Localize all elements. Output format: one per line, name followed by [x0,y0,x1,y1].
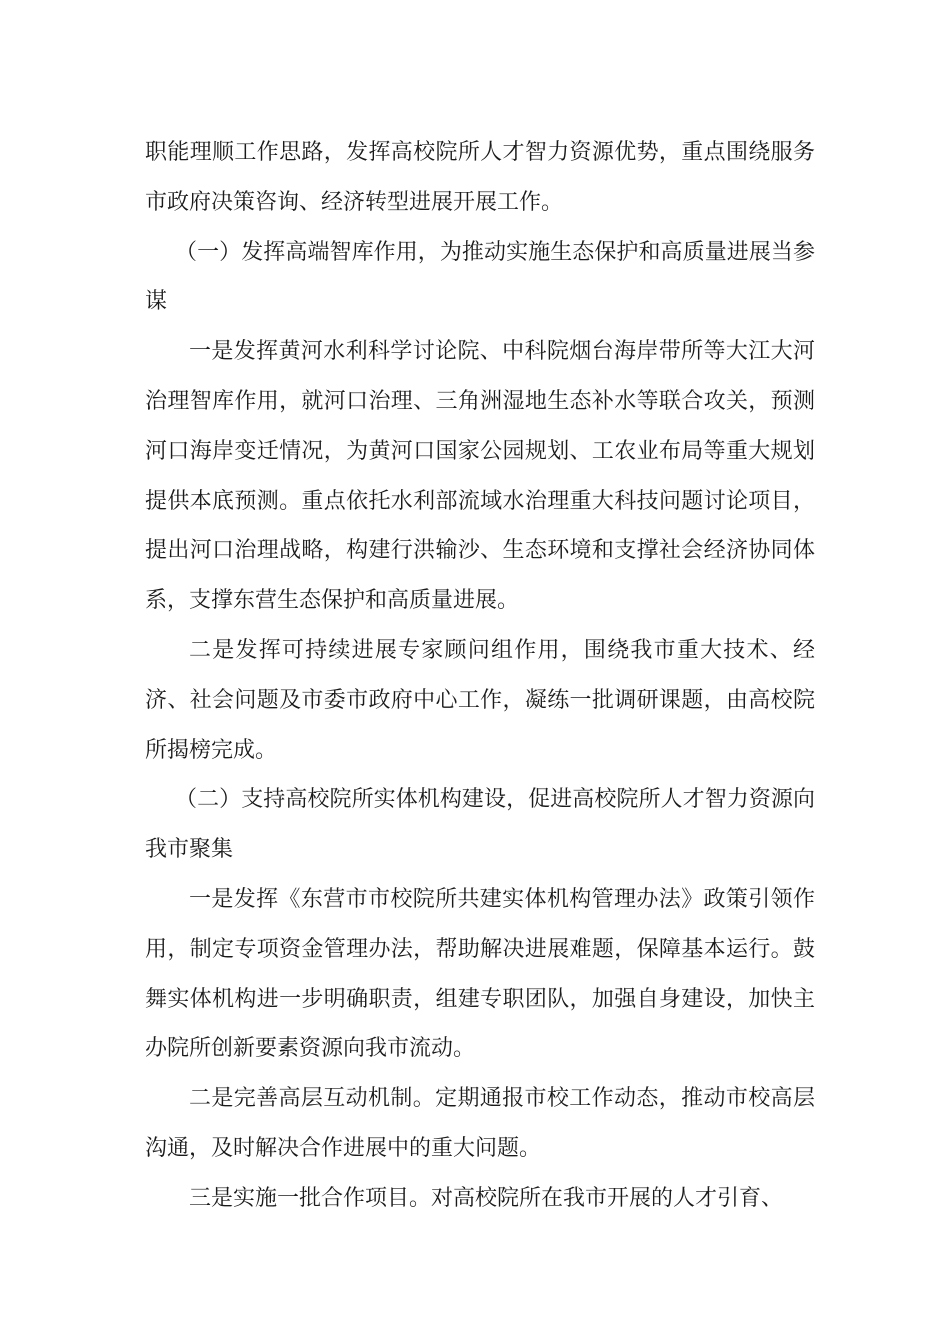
paragraph-item-1-2: 二是发挥可持续进展专家顾问组作用，围绕我市重大技术、经济、社会问题及市委市政府中心工作，凝练一批调研课题，由高校院所揭榜完成。 [145,637,815,763]
paragraph-item-2-1: 一是发挥《东营市市校院所共建实体机构管理办法》政策引领作用，制定专项资金管理办法，帮助解决进展难题，保障基本运行。鼓舞实体机构进一步明确职责，组建专职团队，加强自身建设，加快主办院所创新要素资源向我市流动。 [145,886,815,1062]
document-body [145,128,815,1224]
paragraph-item-2-3: 三是实施一批合作项目。对高校院所在我市开展的人才引育、 [189,1185,784,1211]
paragraph-continuation: 职能理顺工作思路，发挥高校院所人才智力资源优势，重点围绕服务市政府决策咨询、经济转型进展开展工作。 [145,140,815,215]
paragraph-item-1-1: 一是发挥黄河水利科学讨论院、中科院烟台海岸带所等大江大河治理智库作用，就河口治理、三角洲湿地生态补水等联合攻关，预测河口海岸变迁情况，为黄河口国家公园规划、工农业布局等重大规划提供本底预测。重点依托水利部流域水治理重大科技问题讨论项目，提出河口治理战略，构建行洪输沙、生态环境和支撑社会经济协同体系，支撑东营生态保护和高质量进展。 [145,339,815,614]
section-heading-1: （一）发挥高端智库作用，为推动实施生态保护和高质量进展当参谋 [145,239,815,315]
section-heading-2: （二）支持高校院所实体机构建设，促进高校院所人才智力资源向我市聚集 [145,787,815,863]
paragraph-item-2-2: 二是完善高层互动机制。定期通报市校工作动态，推动市校高层沟通，及时解决合作进展中的重大问题。 [145,1086,815,1161]
